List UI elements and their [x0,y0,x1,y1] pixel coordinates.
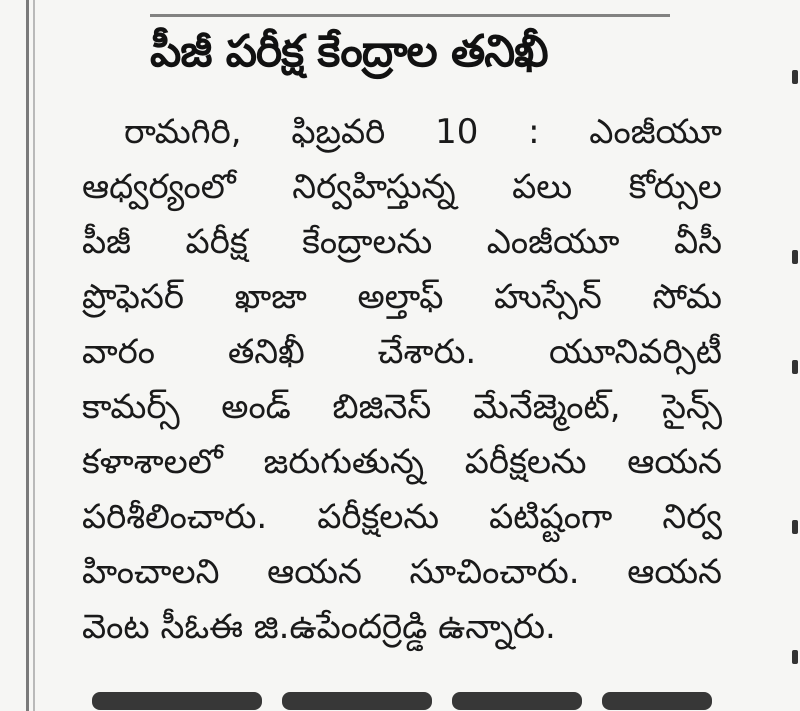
article-headline: పీజీ పరీక్ష కేంద్రాల తనిఖీ [150,26,548,77]
article-line: రామగిరి, ఫిబ్రవరి 10 : ఎంజీయూ [124,112,722,152]
next-headline-fragment [602,692,712,710]
article-body [82,105,722,655]
edge-mark [792,520,798,534]
adjacent-column-edge [786,0,800,711]
article-line: వెంట సీఓఈ జి.ఉపేందర్రెడ్డి ఉన్నారు. [82,607,556,647]
article-line: కళాశాలలో జరుగుతున్న పరీక్షలను ఆయన [82,442,722,482]
next-headline-fragment [452,692,582,710]
next-headline-remnant [82,690,722,711]
article-line: హించాలని ఆయన సూచించారు. ఆయన [82,552,722,592]
column-rule-line-secondary [33,0,35,711]
article-line: పీజీ పరీక్ష కేంద్రాలను ఎంజీయూ వీసీ [82,222,722,262]
article-line: కామర్స్ అండ్ బిజినెస్ మేనేజ్మెంట్, సైన్స్ [82,387,722,427]
edge-mark [792,70,798,84]
edge-mark [792,250,798,264]
article-line: ఆధ్వర్యంలో నిర్వహిస్తున్న పలు కోర్సుల [82,167,722,207]
previous-headline-remnant [150,0,670,17]
column-divider [0,0,40,711]
article-line: పరిశీలించారు. పరీక్షలను పటిష్టంగా నిర్వ [82,497,722,537]
column-rule-line [26,0,29,711]
edge-mark [792,650,798,664]
next-headline-fragment [92,692,262,710]
article-line: వారం తనిఖీ చేశారు. యూనివర్సిటీ [82,332,722,372]
edge-mark [792,360,798,374]
article-line: ప్రొఫెసర్ ఖాజా అల్తాఫ్ హుస్సేన్ సోమ [82,277,722,317]
next-headline-fragment [282,692,432,710]
